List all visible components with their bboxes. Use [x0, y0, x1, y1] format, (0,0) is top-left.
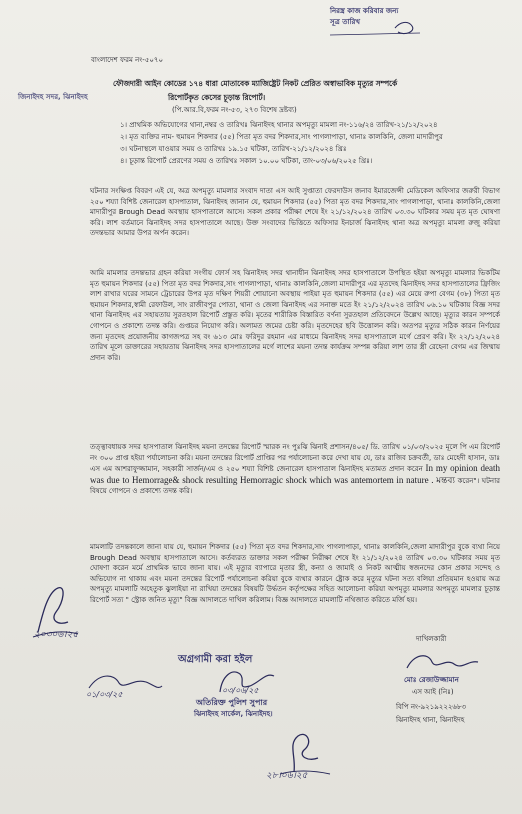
form-number: বাংলাদেশ ফরম নং-৫০৭০: [91, 56, 164, 64]
top-right-scribble: [300, 2, 430, 42]
submitter-rank: এস আই (নিঃ): [412, 688, 454, 696]
top-right-stamp-line2: সূত্র তারিখ: [330, 18, 360, 26]
submitter-name: মোঃ রেজাউজ্জামান: [404, 676, 459, 684]
item-4: ৪। চূড়ান্ত রিপোর্ট প্রেরণের সময় ও তারিখঃ সকাল ১০.০০ ঘটিকা, তাং-০৩/০৬/২০২৫ খ্রিঃ।: [120, 157, 373, 165]
forwarded-stamp: অগ্রগামী করা হইল: [178, 654, 253, 665]
form-reference: (পি.আর.বি,ফরম নং-৫৩, ২৭৩ বিশেষ দ্রষ্টব্য): [172, 106, 297, 114]
item-1: ১। প্রাথমিক অভিযোগের থানা,নম্বর ও তারিখঃ ঝিনাইদহ থানার অপমৃত্যু মামলা নং-১১৬/২৪ তারিখ-২১/১২/২০২৪: [120, 121, 438, 129]
officer-title: অতিরিক্ত পুলিশ সুপার: [196, 698, 268, 707]
officer-office: ঝিনাইদহ সার্কেল, ঝিনাইদহ।: [194, 710, 273, 718]
postmortem-opinion-en: In my opinion death was due to Hemorrage& shock resulting Hemorragic shock which was antemortem in nature . মন্তব্য: [90, 463, 500, 485]
paragraph-postmortem: [90, 442, 500, 497]
paragraph-conclusion: মামলাটি তদন্তকালে জানা যায় যে, হুমায়ন শিকদার (৫৫) পিতা মৃত বদর শিকদার,সাং পাগলাপাড়া, থানাঃ কালকিনি,জেলা মাদারীপুর বুকে ব্যথা নিয়ে Brough Dead অবস্থায় হাসপাতালে আসে। কর্তব্যরত ডাক্তার সকল পরীক্ষা নিরীক্ষা শেষে ইং ২১/১২/২০২৪ তারিখ ০৩.৩০ ঘটিকার সময় মৃত ঘোষণা করেন মর্মে প্রাথমিক ভাবে জানা যায়। এই মৃত্যুর ব্যাপারে মৃতার স্ত্রী, কন্যা ও জামাই ও নিকট আত্মীয় স্বজনদের কোন প্রকার সন্দেহ ও অভিযোগ না থাকায় এবং ময়না তদন্তের রিপোর্ট পর্যালোচনা করিয়া বুকে ব্যথার কারনে ষ্ট্রোক করে মৃত্যুর ঘটনা সত্য বলিয়া প্রতিয়মান হওয়ায় অত্র অপমৃত্যু মামলাটি অহেতুক ঝুলাইয়া না রাখিয়া তদন্তের বিষয়টি উর্দ্ধতন কর্তৃপক্ষের সহিত আলোচনা করিয়া অপমৃত্যু মামলার অপমৃত্যু মামলার চূড়ান্ত রিপোর্ট সত্য " স্ট্রোক জনিত মৃত্যু" বিজ্ঞ আদালতে দাখিল করিলাম। বিজ্ঞ আদালতে মামলাটি নথিজাত করিতে মর্জি হয়।: [90, 543, 500, 604]
submitter-bp-number: বিপি নং-৯২১৯২২২৬৮৩: [396, 703, 467, 711]
submitter-station: ঝিনাইদহ থানা, ঝিনাইদহ: [396, 716, 465, 724]
bottom-handwritten-date: ২৮।০৬।২৫: [266, 771, 308, 781]
submitter-label: দাখিলকারী: [416, 635, 447, 643]
office-label: জিনাইদহ সদর, ঝিনাইদহ: [18, 93, 88, 101]
page-heading: ফৌজদারী আইন কোডের ১৭৪ ধারা মোতাবেক ম্যাজিষ্ট্রেট নিকট প্রেরিত অস্বাভাবিক মৃত্যুর সম্পর্কে: [113, 79, 398, 88]
submitter-signature: [402, 648, 482, 676]
postmortem-end: করেন"। ঘটনার বিষয়ে গোপনে ও প্রকাশ্যে তদন্ত করি।: [90, 476, 500, 496]
lower-left-handwritten-date: ০১/০৩/২৫: [86, 690, 123, 699]
item-2: ২। মৃত ব্যক্তির নাম- হুমায়ন শিকদার (৫৫) পিতা মৃত বদর শিকদার,সাং পাগলাপাড়া, থানাঃ কালকিনি, জেলা মাদারীপুর: [120, 133, 443, 141]
officer-handwritten-date: ০৩/০৬/২৫: [222, 686, 259, 695]
page-subheading: রিপোর্টকৃত কেসের চূড়ান্ত রিপোর্ট।: [168, 93, 266, 102]
postmortem-text: তত্ত্বাবধায়ক সদর হাসপাতাল ঝিনাইদহ ময়না তদন্তের রিপোর্ট স্মারক নং পুঃঝি ঝিনাই প্রশাসন/৪০৫/ ডি. তারিখ ০১/০৩/২০২৫ মূলে পি এম রিপোর্ট নং ৩০০ প্রাপ্ত হইয়া পর্যালোচনা করি। ময়না তদন্তের রিপোর্ট প্রাপ্তির পর পর্যালোচনা করে দেখা যায় যে, ডাঃ রাজিব চক্রবর্তী, ডাঃ মেহেদী হাসান, ডাঃ এস এম আশরাফুজ্জামান, সহকারী সার্জন/এম ও ২৫০ শয্যা বিশিষ্ট জেনারেল হাসপাতাল ঝিনাইদহ মতামত প্রদান করেন: [90, 443, 500, 474]
item-3: ৩। ঘটনাস্থলে যাওয়ার সময় ও তারিখঃ ১৯.১৫ ঘটিকা, তারিখ-২১/১২/২০২৪ খ্রিঃ: [120, 145, 347, 153]
paragraph-investigation: আমি মামলার তদন্তভার গ্রহন করিয়া সংগীয় ফোর্স সহ ঝিনাইদহ সদর থানাধীন ঝিনাইদহ সদর হাসপাতালে উপস্থিত হইয়া অপমৃত্যু মামলার ভিকটিম মৃত হুমায়ন শিকদার (৫৫) পিতা মৃত বদর শিকদার,সাং পাগলাপাড়া, থানাঃ কালকিনি,জেলা মাদারীপুর এর মৃতদেহ ঝিনাইদহ সদর হাসপাতালের ফ্রিজিং লাশ রাখার ঘরের সামনে ট্রেচারের উপর মৃত দক্ষিণ শিয়রী শোয়ানো অবস্থায় পাইয়া মৃত হুমায়ন শিকদার (৫৫) এর মেয়ে রুপা বেগম (৩৮) পিতা মৃত হুমায়ন শিকদার,স্বামী রেফাউল, সাং রাজীবপুর পোতা, থানা ও জেলা ঝিনাইদহ এর সনাক্ত মতে ইং ২১/১২/২০২৪ তারিখ ০৬.১০ ঘটিকায় বিজ্ঞ সদর থানা ঝিনাইদহ এর সহায়তায় সুরতহাল রিপোর্ট প্রস্তুত করি। মৃতের শারীরিক বিস্তারিত বর্ণনা সুরতহাল প্রতিবেদনে উল্লেখ আছে। মৃত্যুর কারন সম্পর্কে গোপনে ও প্রকাশ্যে তদন্ত করি। গুপ্তচর নিয়োগ করি। অলামত জমের চেষ্টা করি। মৃতদেহের ছবি উত্তোলন করি। অতপর মৃত্যুর সঠিক কারন নির্ণয়ের জন্য মৃতদেহ প্রয়োজনীয় কাগজপত্র সহ বং ৬১৩ মোঃ ফরিদুর রহমান এর মাধ্যমে ঝিনাইদহ সদর হাসপাতালে মর্গে প্রেরণ করি। ইং ২২/১২/২০২৪ তারিখ মূলে ডাক্তারের সহায়তায় ঝিনাইদহ সদর হাসপাতালের মর্গে লাশের ময়না তদন্ত কার্যক্রম সম্পন্ন করিয়া লাশ তার স্ত্রী রেহেনা বেগম এর জিম্মায় প্রদান করি।: [90, 269, 500, 362]
paragraph-incident-summary: ঘটনার সংক্ষিপ্ত বিবরণ এই যে, অত্র অপমৃত্যু মামলার সংবাদ দাতা এস আই সুপ্তাতা ফেরদাউস জনাব ইমারজেন্সী মেডিকেল অফিসার জরুরী বিভাগ ২৫০ শয্যা বিশিষ্ট জেনারেল হাসপাতাল, ঝিনাইদহ জানান যে, হুমায়ন শিকদার (৫৫) পিতা মৃত বদর শিকদার,সাং পাগলাপাড়া, থানাঃ কালকিনি,জেলা মাদারীপুর Brough Dead অবস্থায় হাসপাতালে আসে। সকল প্রকার পরীক্ষা শেষে ইং ২১/১২/২০২৪ তারিখ ০৩.৩০ ঘটিকার সময় মৃত মৃত ঘোষণা করি। লাশ বর্তমানে ঝিনাইদহ সদর হাসপাতালে আছে। উক্ত সংবাদের ভিত্তিতে অফিসার ইনচার্জ ঝিনাইদহ থানা অত্র অপমৃত্যু মামলা রুজু করিয়া তদন্তভার আমার উপর অর্পন করেন।: [90, 187, 500, 238]
left-handwritten-date: ২০৩০৬।২৫: [34, 630, 79, 640]
top-right-stamp-line1: নিরস্ত্র কাজ করিবার জন্য: [330, 7, 399, 15]
